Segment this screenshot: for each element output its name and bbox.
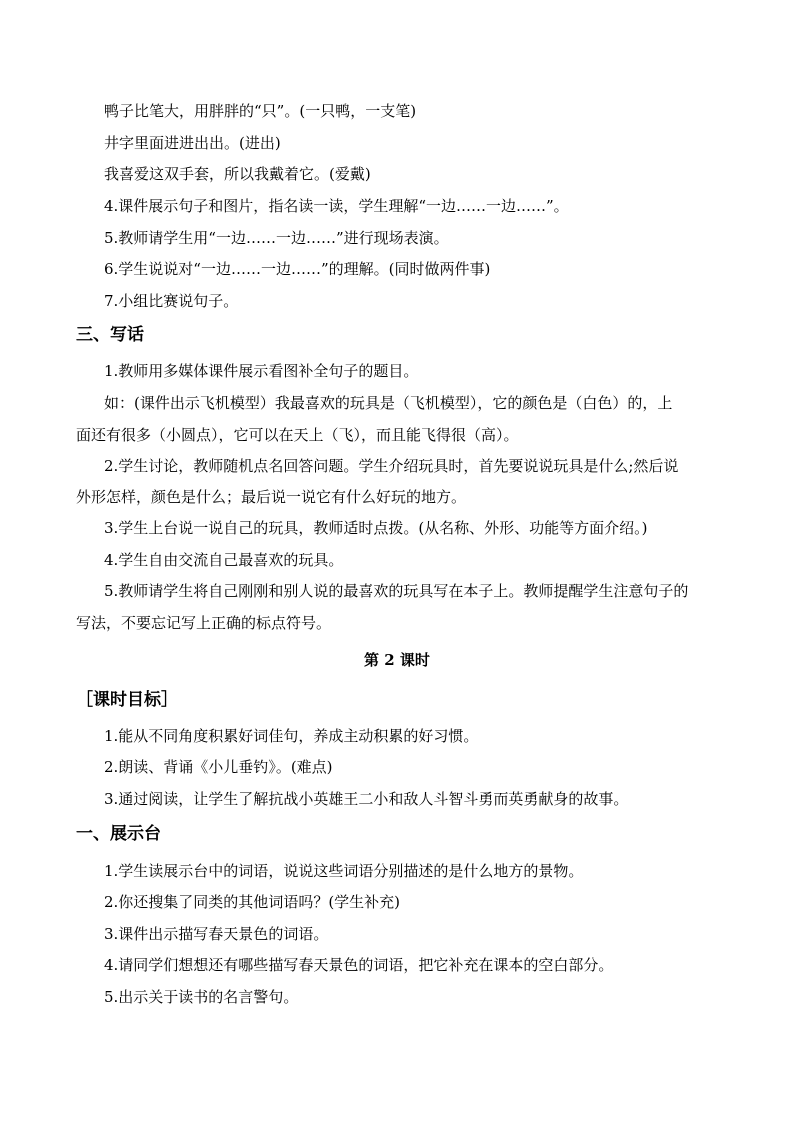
goal-item: 3.通过阅读，让学生了解抗战小英雄王二小和敌人斗智斗勇而英勇献身的故事。	[104, 790, 629, 808]
text-line: 如：(课件出示飞机模型）我最喜欢的玩具是（飞机模型），它的颜色是（白色）的，上	[104, 394, 673, 412]
section-heading-writing: 三、写话	[76, 325, 144, 345]
text-line: 2.学生讨论，教师随机点名回答问题。学生介绍玩具时，首先要说说玩具是什么;然后说	[104, 457, 679, 475]
text-line: 1.教师用多媒体课件展示看图补全句子的题目。	[104, 362, 419, 380]
text-line: 5.教师请学生用“一边……一边……”进行现场表演。	[104, 229, 449, 247]
list-item: 1.学生读展示台中的词语，说说这些词语分别描述的是什么地方的景物。	[104, 862, 584, 880]
goal-item: 1.能从不同角度积累好词佳句，养成主动积累的好习惯。	[104, 727, 479, 745]
text-line: 鸭子比笔大，用胖胖的“只”。(一只鸭，一支笔)	[104, 102, 417, 120]
goals-heading: ［课时目标］	[76, 690, 178, 710]
lesson-title: 第 2 课时	[364, 651, 430, 669]
text-line: 井字里面进进出出。(进出)	[104, 134, 281, 152]
list-item: 4.请同学们想想还有哪些描写春天景色的词语，把它补充在课本的空白部分。	[104, 956, 614, 974]
text-line: 面还有很多（小圆点），它可以在天上（飞），而且能飞得很（高）。	[76, 426, 519, 444]
text-line: 4.学生自由交流自己最喜欢的玩具。	[104, 551, 344, 569]
list-item: 2.你还搜集了同类的其他词语吗？(学生补充)	[104, 893, 401, 911]
section-heading-showcase: 一、展示台	[76, 824, 161, 844]
text-line: 7.小组比赛说句子。	[104, 292, 239, 310]
list-item: 3.课件出示描写春天景色的词语。	[104, 925, 329, 943]
text-line: 4.课件展示句子和图片，指名读一读，学生理解“一边……一边……”。	[104, 197, 569, 215]
text-line: 写法，不要忘记写上正确的标点符号。	[76, 614, 332, 632]
text-line: 5.教师请学生将自己刚刚和别人说的最喜欢的玩具写在本子上。教师提醒学生注意句子的	[104, 582, 689, 600]
text-line: 外形怎样，颜色是什么；最后说一说它有什么好玩的地方。	[76, 488, 467, 506]
text-line: 6.学生说说对“一边……一边……”的理解。(同时做两件事)	[104, 260, 491, 278]
goal-item: 2.朗读、背诵《小儿垂钓》。(难点)	[104, 758, 333, 776]
text-line: 我喜爱这双手套，所以我戴着它。(爱戴)	[104, 165, 371, 183]
list-item: 5.出示关于读书的名言警句。	[104, 988, 299, 1006]
text-line: 3.学生上台说一说自己的玩具，教师适时点拨。(从名称、外形、功能等方面介绍。)	[104, 519, 648, 537]
